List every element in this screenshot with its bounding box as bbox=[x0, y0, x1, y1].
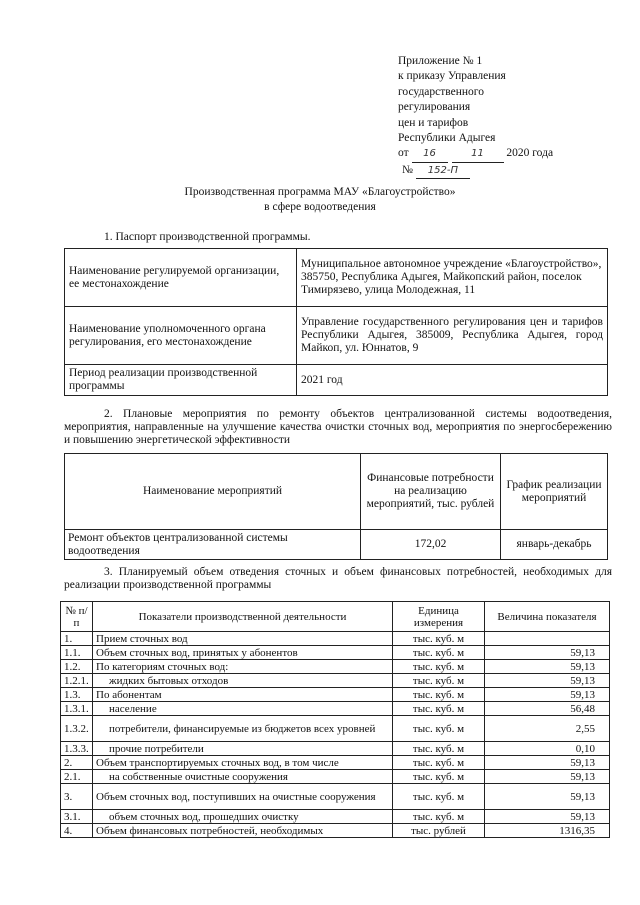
column-header-finance: Финансовые потребности на реализацию мероприятий, тыс. рублей bbox=[361, 454, 501, 530]
appendix-number: № 152-П bbox=[398, 163, 553, 179]
column-header-indicator: Показатели производственной деятельности bbox=[93, 602, 393, 632]
measure-schedule: январь-декабрь bbox=[501, 530, 608, 560]
row-unit: тыс. куб. м bbox=[393, 716, 485, 742]
row-unit: тыс. куб. м bbox=[393, 784, 485, 810]
indicators-table bbox=[60, 601, 610, 838]
passport-label: Наименование регулируемой организации, ее местонахождение bbox=[65, 249, 297, 307]
row-value: 59,13 bbox=[485, 646, 610, 660]
row-number: 1. bbox=[61, 632, 93, 646]
table-header-row bbox=[65, 454, 608, 530]
measure-name: Ремонт объектов централизованной системы водоотведения bbox=[65, 530, 361, 560]
row-value: 59,13 bbox=[485, 674, 610, 688]
table-row bbox=[61, 742, 610, 756]
column-header-unit: Единица измерения bbox=[393, 602, 485, 632]
row-indicator: население bbox=[93, 702, 393, 716]
row-indicator: Прием сточных вод bbox=[93, 632, 393, 646]
table-row bbox=[61, 716, 610, 742]
appendix-line: государственного bbox=[398, 85, 484, 98]
table-row bbox=[65, 307, 608, 365]
row-indicator: По абонентам bbox=[93, 688, 393, 702]
row-unit: тыс. рублей bbox=[393, 824, 485, 838]
row-unit: тыс. куб. м bbox=[393, 770, 485, 784]
table-row bbox=[65, 365, 608, 396]
order-number-handwritten: 152-П bbox=[416, 163, 470, 179]
section3-heading: 3. Планируемый объем отведения сточных и объем финансовых потребностей, необходимых для реализации производственной программы bbox=[64, 566, 612, 591]
row-number: 2. bbox=[61, 756, 93, 770]
row-indicator: объем сточных вод, прошедших очистку bbox=[93, 810, 393, 824]
row-indicator: на собственные очистные сооружения bbox=[93, 770, 393, 784]
row-value: 59,13 bbox=[485, 784, 610, 810]
row-indicator: жидких бытовых отходов bbox=[93, 674, 393, 688]
table-row bbox=[61, 810, 610, 824]
row-number: 1.3.2. bbox=[61, 716, 93, 742]
row-value: 59,13 bbox=[485, 770, 610, 784]
table-row bbox=[65, 530, 608, 560]
row-value: 56,48 bbox=[485, 702, 610, 716]
table-row bbox=[61, 824, 610, 838]
row-number: 1.3.1. bbox=[61, 702, 93, 716]
row-unit: тыс. куб. м bbox=[393, 810, 485, 824]
row-value: 59,13 bbox=[485, 756, 610, 770]
row-number: 1.3.3. bbox=[61, 742, 93, 756]
row-unit: тыс. куб. м bbox=[393, 646, 485, 660]
row-indicator: Объем сточных вод, принятых у абонентов bbox=[93, 646, 393, 660]
row-value bbox=[485, 632, 610, 646]
row-number: 3. bbox=[61, 784, 93, 810]
row-indicator: потребители, финансируемые из бюджетов всех уровней bbox=[93, 716, 393, 742]
table-row bbox=[61, 784, 610, 810]
document-title: Производственная программа МАУ «Благоустройство» в сфере водоотведения bbox=[184, 186, 456, 213]
column-header-schedule: График реализации мероприятий bbox=[501, 454, 608, 530]
date-month-handwritten: 11 bbox=[452, 146, 504, 162]
section1-heading: 1. Паспорт производственной программы. bbox=[104, 231, 311, 243]
column-header-value: Величина показателя bbox=[485, 602, 610, 632]
table-header-row bbox=[61, 602, 610, 632]
measures-table bbox=[64, 453, 608, 560]
section2-heading: 2. Плановые мероприятия по ремонту объектов централизованной системы водоотведения, мероприятия, направленные на улучшение качества очистки сточных вод, мероприятия по энергосбережению и повышению энергетической эффективности bbox=[64, 408, 612, 446]
passport-value: Управление государственного регулирования цен и тарифов Республики Адыгея, 385009, Республика Адыгея, город Майкоп, ул. Юннатов, 9 bbox=[297, 307, 608, 365]
indicators-body bbox=[61, 632, 610, 838]
row-unit: тыс. куб. м bbox=[393, 742, 485, 756]
appendix-line: Республики Адыгея bbox=[398, 132, 496, 145]
row-number: 1.2.1. bbox=[61, 674, 93, 688]
appendix-line: регулирования bbox=[398, 101, 471, 114]
passport-value: Муниципальное автономное учреждение «Благоустройство», 385750, Республика Адыгея, Майкопский район, поселок Тимирязево, улица Молодежная, 11 bbox=[297, 249, 608, 307]
passport-table bbox=[64, 248, 608, 396]
table-row bbox=[61, 632, 610, 646]
appendix-date: от 16 11 2020 года bbox=[398, 146, 553, 162]
table-row bbox=[65, 249, 608, 307]
row-indicator: По категориям сточных вод: bbox=[93, 660, 393, 674]
date-day-handwritten: 16 bbox=[412, 146, 448, 162]
appendix-line: цен и тарифов bbox=[398, 116, 469, 129]
row-value: 0,10 bbox=[485, 742, 610, 756]
row-value: 2,55 bbox=[485, 716, 610, 742]
row-value: 59,13 bbox=[485, 688, 610, 702]
appendix-block bbox=[398, 54, 553, 179]
row-number: 2.1. bbox=[61, 770, 93, 784]
row-indicator: прочие потребители bbox=[93, 742, 393, 756]
row-value: 59,13 bbox=[485, 810, 610, 824]
row-indicator: Объем транспортируемых сточных вод, в том числе bbox=[93, 756, 393, 770]
appendix-line: к приказу Управления bbox=[398, 70, 506, 83]
passport-label: Наименование уполномоченного органа регулирования, его местонахождение bbox=[65, 307, 297, 365]
passport-value: 2021 год bbox=[297, 365, 608, 396]
table-row bbox=[61, 702, 610, 716]
row-unit: тыс. куб. м bbox=[393, 756, 485, 770]
table-row bbox=[61, 688, 610, 702]
row-number: 1.1. bbox=[61, 646, 93, 660]
row-number: 1.2. bbox=[61, 660, 93, 674]
row-unit: тыс. куб. м bbox=[393, 632, 485, 646]
table-row bbox=[61, 770, 610, 784]
table-row bbox=[61, 756, 610, 770]
row-indicator: Объем сточных вод, поступивших на очистные сооружения bbox=[93, 784, 393, 810]
row-value: 59,13 bbox=[485, 660, 610, 674]
row-unit: тыс. куб. м bbox=[393, 688, 485, 702]
row-value: 1316,35 bbox=[485, 824, 610, 838]
column-header-num: № п/п bbox=[61, 602, 93, 632]
row-number: 1.3. bbox=[61, 688, 93, 702]
row-number: 3.1. bbox=[61, 810, 93, 824]
passport-label: Период реализации производственной программы bbox=[65, 365, 297, 396]
row-unit: тыс. куб. м bbox=[393, 702, 485, 716]
row-indicator: Объем финансовых потребностей, необходимых bbox=[93, 824, 393, 838]
table-row bbox=[61, 674, 610, 688]
row-unit: тыс. куб. м bbox=[393, 674, 485, 688]
measure-finance: 172,02 bbox=[361, 530, 501, 560]
column-header-name: Наименование мероприятий bbox=[65, 454, 361, 530]
row-unit: тыс. куб. м bbox=[393, 660, 485, 674]
row-number: 4. bbox=[61, 824, 93, 838]
table-row bbox=[61, 646, 610, 660]
table-row bbox=[61, 660, 610, 674]
appendix-title: Приложение № 1 bbox=[398, 55, 483, 67]
